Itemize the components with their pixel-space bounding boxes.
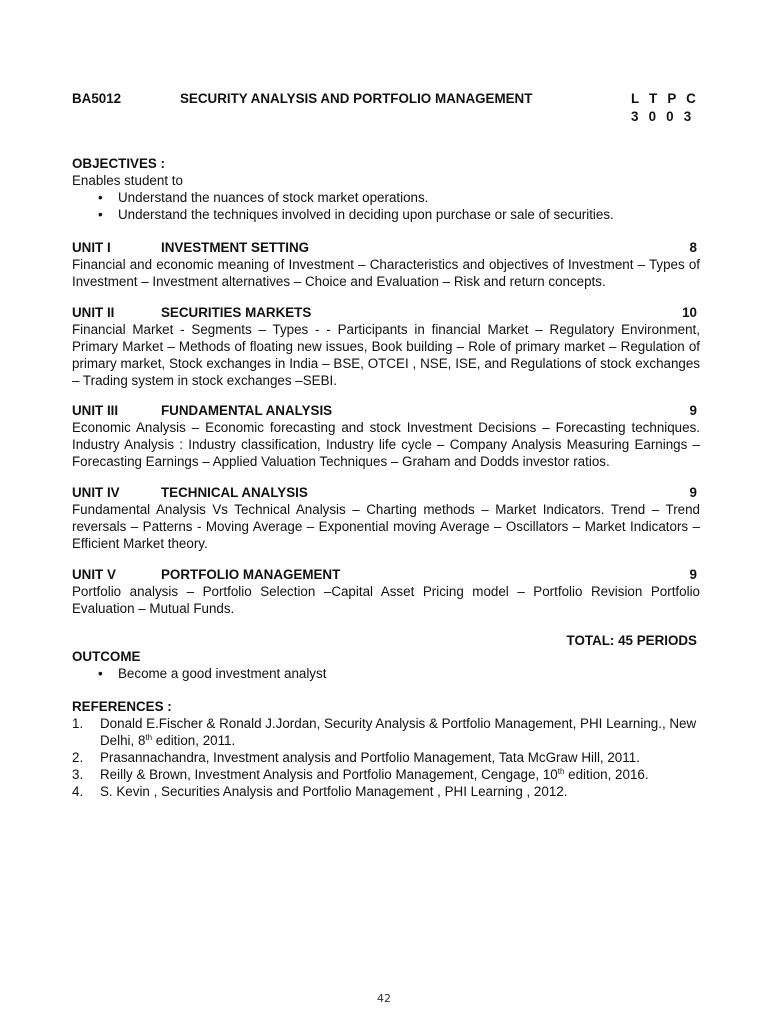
unit-hours: 9 [689,567,697,582]
bullet-icon: • [98,190,103,205]
references-list [72,715,700,800]
unit-2 [72,304,700,389]
unit-number: UNIT I [72,240,111,255]
unit-content: Fundamental Analysis Vs Technical Analysis – Charting methods – Market Indicators. Trend – Trend reversals – Patterns - Moving Average – Exponential moving Average – Oscillators – Market Indicators – Efficient Market theory. [72,502,700,551]
outcome-list [72,665,700,682]
objectives-intro: Enables student to [72,173,183,188]
course-credits: 3 0 0 3 [631,109,695,124]
course-code: BA5012 [72,91,122,106]
bullet-icon: • [98,666,103,681]
objectives-list [72,189,700,223]
list-item: 3. Reilly & Brown, Investment Analysis and Portfolio Management, Cengage, 10th edition, 2016. [72,767,649,782]
outcome-heading: OUTCOME [72,649,141,664]
course-header [72,90,702,107]
list-item: 4. S. Kevin , Securities Analysis and Portfolio Management , PHI Learning , 2012. [72,784,568,799]
unit-heading [72,402,700,419]
unit-hours: 9 [689,485,697,500]
reference-number: 4. [72,784,84,799]
unit-hours: 9 [689,403,697,418]
unit-title: TECHNICAL ANALYSIS [161,485,308,500]
unit-title: FUNDAMENTAL ANALYSIS [161,403,333,418]
list-item: • Understand the nuances of stock market operations. [98,190,429,205]
unit-number: UNIT V [72,567,116,582]
list-item: 2. Prasannachandra, Investment analysis and Portfolio Management, Tata McGraw Hill, 2011. [72,750,640,765]
bullet-icon: • [98,207,103,222]
reference-number: 3. [72,767,84,782]
objectives-section [72,155,700,223]
references-heading: REFERENCES : [72,699,172,714]
unit-content: Economic Analysis – Economic forecasting and stock Investment Decisions – Forecasting techniques. Industry Analysis : Industry classification, Industry life cycle – Company Analysis Measuring Earnings – Forecasting Earnings – Applied Valuation Techniques – Graham and Dodds investor ratios. [72,420,700,469]
unit-hours: 10 [682,305,697,320]
unit-number: UNIT II [72,305,115,320]
list-item: 1. Donald E.Fischer & Ronald J.Jordan, Security Analysis & Portfolio Management, PHI Learning., New Delhi, 8th edition, 2011. [72,716,697,748]
unit-hours: 8 [689,240,697,255]
unit-number: UNIT IV [72,485,120,500]
objectives-heading: OBJECTIVES : [72,156,166,171]
unit-title: PORTFOLIO MANAGEMENT [161,567,341,582]
unit-3 [72,402,700,470]
reference-number: 1. [72,716,84,731]
unit-4 [72,484,700,552]
outcome-section [72,648,700,682]
course-title: SECURITY ANALYSIS AND PORTFOLIO MANAGEMENT [180,91,533,106]
unit-content: Financial and economic meaning of Investment – Characteristics and objectives of Investment – Types of Investment – Investment alternatives – Choice and Evaluation – Risk and return concepts. [72,257,700,289]
page-number: 42 [377,992,391,1005]
unit-heading [72,566,700,583]
unit-heading [72,239,700,256]
unit-title: INVESTMENT SETTING [161,240,310,255]
unit-content: Financial Market - Segments – Types - - Participants in financial Market – Regulatory Environment, Primary Market – Methods of floating new issues, Book building – Role of primary market – Regulation of primary market, Stock exchanges in India – BSE, OTCEI , NSE, ISE, and Regulations of stock exchanges – Trading system in stock exchanges –SEBI. [72,322,700,388]
list-item: • Become a good investment analyst [98,666,327,681]
unit-number: UNIT III [72,403,119,418]
unit-5 [72,566,700,617]
unit-content: Portfolio analysis – Portfolio Selection –Capital Asset Pricing model – Portfolio Revision Portfolio Evaluation – Mutual Funds. [72,584,700,616]
list-item: • Understand the techniques involved in deciding upon purchase or sale of securities. [98,207,614,222]
ltpc-label: L T P C [631,91,700,106]
references-section [72,698,700,800]
unit-title: SECURITIES MARKETS [161,305,312,320]
unit-heading [72,304,700,321]
unit-1 [72,239,700,290]
total-periods: TOTAL: 45 PERIODS [566,633,697,648]
unit-heading [72,484,700,501]
reference-number: 2. [72,750,84,765]
